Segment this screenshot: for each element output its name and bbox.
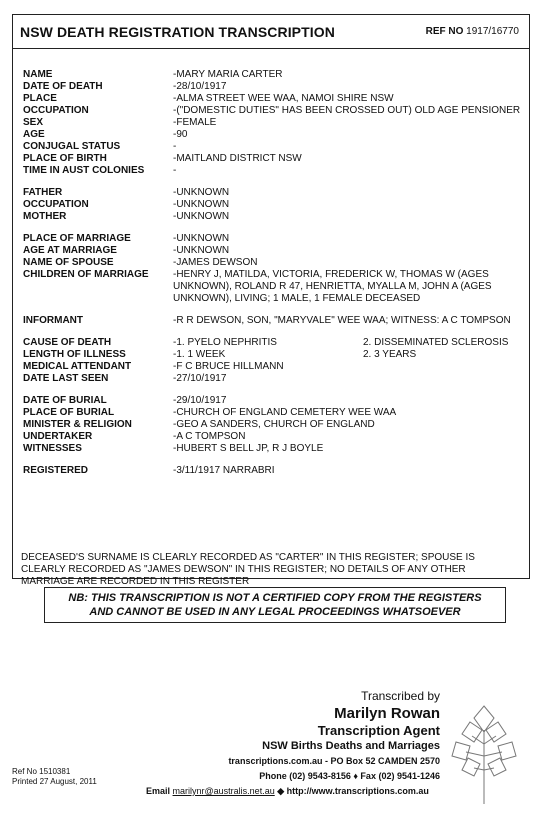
field-label: WITNESSES bbox=[23, 443, 82, 454]
disclaimer-box bbox=[44, 587, 506, 623]
field-row bbox=[23, 349, 523, 361]
field-value: -FEMALE bbox=[173, 117, 217, 128]
field-value: -29/10/1917 bbox=[173, 395, 227, 406]
field-row bbox=[23, 105, 523, 117]
field-label: SEX bbox=[23, 117, 44, 128]
field-row bbox=[23, 211, 523, 223]
section-gap bbox=[23, 177, 523, 187]
field-label: PLACE OF BURIAL bbox=[23, 407, 115, 418]
section-gap bbox=[23, 327, 523, 337]
reference-number bbox=[426, 26, 519, 37]
transcription-document bbox=[12, 14, 530, 587]
field-row bbox=[23, 337, 523, 349]
field-value: -28/10/1917 bbox=[173, 81, 227, 92]
document-title: NSW DEATH REGISTRATION TRANSCRIPTION bbox=[20, 24, 335, 40]
field-label: REGISTERED bbox=[23, 465, 89, 476]
field-label: UNDERTAKER bbox=[23, 431, 93, 442]
agent-contact-line bbox=[146, 786, 429, 797]
field-row bbox=[23, 373, 523, 385]
field-row bbox=[23, 153, 523, 165]
disclaimer-line-2: AND CANNOT BE USED IN ANY LEGAL PROCEEDINGS WHATSOEVER bbox=[89, 606, 461, 618]
field-row bbox=[23, 165, 523, 177]
field-row bbox=[23, 315, 523, 327]
field-label: INFORMANT bbox=[23, 315, 83, 326]
field-label: OCCUPATION bbox=[23, 105, 89, 116]
field-value: -A C TOMPSON bbox=[173, 431, 246, 442]
field-label: PLACE bbox=[23, 93, 57, 104]
footer-ref-number: Ref No 1510381 bbox=[12, 767, 71, 776]
field-label: PLACE OF BIRTH bbox=[23, 153, 107, 164]
ref-label: REF NO bbox=[425, 26, 464, 37]
field-label: AGE AT MARRIAGE bbox=[23, 245, 117, 256]
field-row bbox=[23, 419, 523, 431]
field-value: -("DOMESTIC DUTIES" HAS BEEN CROSSED OUT) OLD AGE PENSIONER bbox=[173, 105, 521, 116]
transcribed-by: Transcribed by bbox=[361, 689, 440, 703]
field-row bbox=[23, 257, 523, 269]
field-label: MEDICAL ATTENDANT bbox=[23, 361, 132, 372]
field-label: OCCUPATION bbox=[23, 199, 89, 210]
field-label: NAME OF SPOUSE bbox=[23, 257, 114, 268]
field-value: -JAMES DEWSON bbox=[173, 257, 258, 268]
field-row bbox=[23, 117, 523, 129]
field-value: -1. 1 WEEK bbox=[173, 349, 226, 360]
field-label: DATE OF DEATH bbox=[23, 81, 103, 92]
field-value-secondary: 2. DISSEMINATED SCLEROSIS bbox=[363, 337, 509, 348]
field-value: - bbox=[173, 141, 177, 152]
agent-phone-fax: Phone (02) 9543-8156 ♦ Fax (02) 9541-1246 bbox=[259, 771, 440, 781]
field-value: -CHURCH OF ENGLAND CEMETERY WEE WAA bbox=[173, 407, 397, 418]
field-row bbox=[23, 269, 523, 305]
field-row bbox=[23, 141, 523, 153]
field-row bbox=[23, 395, 523, 407]
field-value: -HENRY J, MATILDA, VICTORIA, FREDERICK W, THOMAS W (AGES UNKNOWN), ROLAND R 47, HENRIETTA, MYALLA M, JOHN A (AGES UNKNOWN), LIVING; 1 MALE, 1 FEMALE DECEASED bbox=[173, 269, 492, 304]
field-label: DATE LAST SEEN bbox=[23, 373, 109, 384]
field-value: -UNKNOWN bbox=[173, 245, 230, 256]
email-label: Email bbox=[146, 786, 171, 796]
field-value: -UNKNOWN bbox=[173, 187, 230, 198]
field-value: -3/11/1917 NARRABRI bbox=[173, 465, 275, 476]
field-value: - bbox=[173, 165, 177, 176]
section-gap bbox=[23, 223, 523, 233]
agent-role: Transcription Agent bbox=[317, 723, 440, 738]
field-label: LENGTH OF ILLNESS bbox=[23, 349, 126, 360]
field-value: -UNKNOWN bbox=[173, 199, 230, 210]
field-value: -GEO A SANDERS, CHURCH OF ENGLAND bbox=[173, 419, 375, 430]
field-row bbox=[23, 407, 523, 419]
field-value: -MAITLAND DISTRICT NSW bbox=[173, 153, 302, 164]
field-value: -R R DEWSON, SON, "MARYVALE" WEE WAA; WITNESS: A C TOMPSON bbox=[173, 315, 511, 326]
field-label: MINISTER & RELIGION bbox=[23, 419, 132, 430]
field-row bbox=[23, 361, 523, 373]
field-label: CONJUGAL STATUS bbox=[23, 141, 121, 152]
field-value: -MARY MARIA CARTER bbox=[173, 69, 283, 80]
section-gap bbox=[23, 455, 523, 465]
footer-printed-date: Printed 27 August, 2011 bbox=[12, 777, 97, 786]
field-label: MOTHER bbox=[23, 211, 67, 222]
field-row bbox=[23, 199, 523, 211]
field-row bbox=[23, 69, 523, 81]
field-value: -UNKNOWN bbox=[173, 233, 230, 244]
field-label: DATE OF BURIAL bbox=[23, 395, 107, 406]
agent-address: transcriptions.com.au - PO Box 52 CAMDEN 2570 bbox=[228, 756, 440, 766]
field-label: FATHER bbox=[23, 187, 63, 198]
section-gap bbox=[23, 305, 523, 315]
agent-name: Marilyn Rowan bbox=[334, 705, 440, 722]
field-row bbox=[23, 443, 523, 455]
field-value-secondary: 2. 3 YEARS bbox=[363, 349, 417, 360]
field-value: -90 bbox=[173, 129, 188, 140]
field-value: -ALMA STREET WEE WAA, NAMOI SHIRE NSW bbox=[173, 93, 394, 104]
disclaimer-line-1: NB: THIS TRANSCRIPTION IS NOT A CERTIFIED COPY FROM THE REGISTERS bbox=[68, 592, 482, 604]
field-row bbox=[23, 81, 523, 93]
website-link[interactable]: http://www.transcriptions.com.au bbox=[286, 786, 429, 796]
field-row bbox=[23, 93, 523, 105]
field-row bbox=[23, 129, 523, 141]
ref-value: 1917/16770 bbox=[466, 26, 519, 37]
field-row bbox=[23, 465, 523, 477]
field-row bbox=[23, 233, 523, 245]
bullet-icon: ◆ bbox=[277, 786, 285, 796]
field-label: PLACE OF MARRIAGE bbox=[23, 233, 131, 244]
field-value: -1. PYELO NEPHRITIS bbox=[173, 337, 277, 348]
tree-logo-icon bbox=[446, 700, 522, 804]
field-label: TIME IN AUST COLONIES bbox=[23, 165, 145, 176]
field-label: NAME bbox=[23, 69, 53, 80]
field-row bbox=[23, 431, 523, 443]
field-row bbox=[23, 187, 523, 199]
field-label: CAUSE OF DEATH bbox=[23, 337, 112, 348]
field-value: -27/10/1917 bbox=[173, 373, 227, 384]
fields-list bbox=[23, 69, 523, 477]
document-header bbox=[13, 15, 529, 49]
field-row bbox=[23, 245, 523, 257]
register-note: DECEASED'S SURNAME IS CLEARLY RECORDED AS "CARTER" IN THIS REGISTER; SPOUSE IS CLEARLY RECORDED AS "JAMES DEWSON" IN THIS REGISTER; NO DETAILS OF ANY OTHER MARRIAGE ARE RECORDED IN THIS REGISTER bbox=[21, 552, 475, 587]
field-value: -HUBERT S BELL JP, R J BOYLE bbox=[173, 443, 324, 454]
field-value: -F C BRUCE HILLMANN bbox=[173, 361, 284, 372]
field-value: -UNKNOWN bbox=[173, 211, 230, 222]
agent-organisation: NSW Births Deaths and Marriages bbox=[262, 740, 440, 752]
section-gap bbox=[23, 385, 523, 395]
field-label: AGE bbox=[23, 129, 45, 140]
field-label: CHILDREN OF MARRIAGE bbox=[23, 269, 149, 280]
email-link[interactable]: marilynr@australis.net.au bbox=[172, 786, 275, 796]
